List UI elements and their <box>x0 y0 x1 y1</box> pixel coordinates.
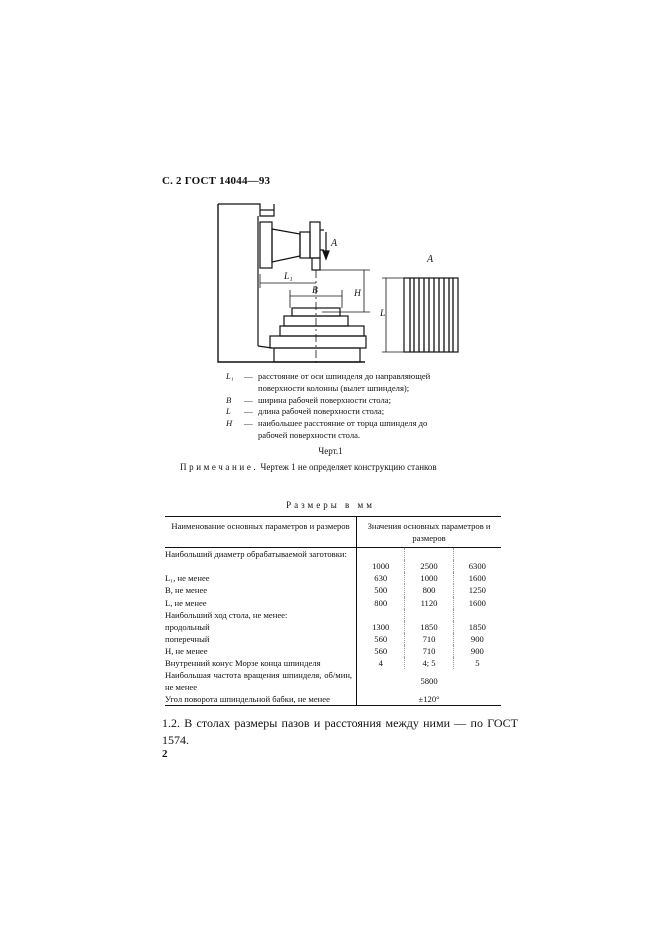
param-value: 560 <box>374 645 388 656</box>
param-value: 560 <box>374 633 388 644</box>
param-name: B, не менее <box>165 584 357 596</box>
param-value: 2500 <box>405 560 453 572</box>
param-value: 1300 <box>372 621 390 632</box>
param-value: 800 <box>374 597 388 608</box>
machine-drawing <box>200 196 480 372</box>
param-name: Внутренний конус Морзе конца шпинделя <box>165 657 357 669</box>
param-value: 4; 5 <box>405 657 453 669</box>
param-name: H, не менее <box>165 645 357 657</box>
param-value: 1250 <box>468 585 486 596</box>
parameters-table <box>165 516 501 706</box>
param-name: Наибольший диаметр обрабатываемой заготовки: <box>165 548 357 561</box>
paragraph-1-2: 1.2. В столах размеры пазов и расстояния между ними — по ГОСТ 1574. <box>162 716 518 747</box>
table-row <box>165 548 501 561</box>
table-row <box>165 693 501 706</box>
legend-item-b: B — ширина рабочей поверхности стола; <box>226 394 391 405</box>
page-number: 2 <box>162 748 168 760</box>
table-row <box>165 560 501 572</box>
table-row <box>165 572 501 584</box>
l1-label: L₁ <box>284 272 293 282</box>
param-value: 1000 <box>405 572 453 584</box>
param-name: Наибольший ход стола, не менее: <box>165 609 357 621</box>
legend-item-h: H — наибольшее расстояние от торца шпинделя до <box>226 418 428 429</box>
figure-caption: Черт.1 <box>318 446 343 456</box>
param-name: L, не менее <box>165 597 357 609</box>
legend-item-h-cont: рабочей поверхности стола. <box>258 429 361 440</box>
note-label: Примечание. <box>180 462 259 472</box>
param-value <box>357 609 405 621</box>
param-value <box>357 548 405 561</box>
param-value <box>405 609 453 621</box>
legend-item-l1: L₁ — расстояние от оси шпинделя до направляющей <box>226 371 431 381</box>
table-row <box>165 597 501 609</box>
h-label: H <box>354 289 361 299</box>
param-value: 800 <box>405 584 453 596</box>
param-value: 1600 <box>468 597 486 608</box>
param-value: 500 <box>374 585 388 596</box>
param-value <box>453 609 501 621</box>
table-row <box>165 609 501 621</box>
param-value: 630 <box>374 573 388 584</box>
table-row <box>165 669 501 693</box>
param-value: 710 <box>405 645 453 657</box>
param-name: поперечный <box>165 633 357 645</box>
figure-legend <box>226 371 476 442</box>
param-value: 1600 <box>468 573 486 584</box>
note <box>180 462 437 472</box>
param-value: 5800 <box>420 676 438 687</box>
param-value: 1000 <box>372 561 390 572</box>
b-label: B <box>312 286 318 296</box>
param-value <box>405 548 453 561</box>
col2-header: Значения основных параметров и размеров <box>357 517 501 548</box>
param-value: 6300 <box>468 561 486 572</box>
param-name <box>165 560 357 572</box>
param-value: 5 <box>475 658 480 669</box>
table-row <box>165 621 501 633</box>
param-name: L₁, не менее <box>165 572 357 584</box>
table-row <box>165 657 501 669</box>
table-row <box>165 584 501 596</box>
param-value: 1850 <box>405 621 453 633</box>
param-name: Наибольшая частота вращения шпинделя, об/мин, не менее <box>165 669 357 693</box>
param-value: ±120° <box>357 693 501 706</box>
legend-item-l1-cont: поверхности колонны (вылет шпинделя); <box>258 382 410 393</box>
param-value: 1120 <box>405 597 453 609</box>
note-text: Чертеж 1 не определяет конструкцию станков <box>258 462 437 472</box>
param-value: 900 <box>470 645 484 656</box>
param-value: 710 <box>405 633 453 645</box>
table-row <box>165 645 501 657</box>
view-a-label: A <box>427 254 434 265</box>
l-label: L <box>380 309 386 319</box>
col1-header: Наименование основных параметров и размеров <box>165 517 357 548</box>
param-value <box>453 548 501 561</box>
page-header: С. 2 ГОСТ 14044—93 <box>162 175 271 187</box>
param-value: 4 <box>378 658 383 669</box>
param-name: продольный <box>165 621 357 633</box>
param-value: 900 <box>470 633 484 644</box>
param-name: Угол поворота шпиндельной бабки, не менее <box>165 693 357 706</box>
arrow-a-label: A <box>331 238 338 249</box>
table-caption: Размеры в мм <box>286 500 375 510</box>
legend-item-l: L — длина рабочей поверхности стола; <box>226 406 385 417</box>
param-value: 1850 <box>468 621 486 632</box>
table-row <box>165 633 501 645</box>
